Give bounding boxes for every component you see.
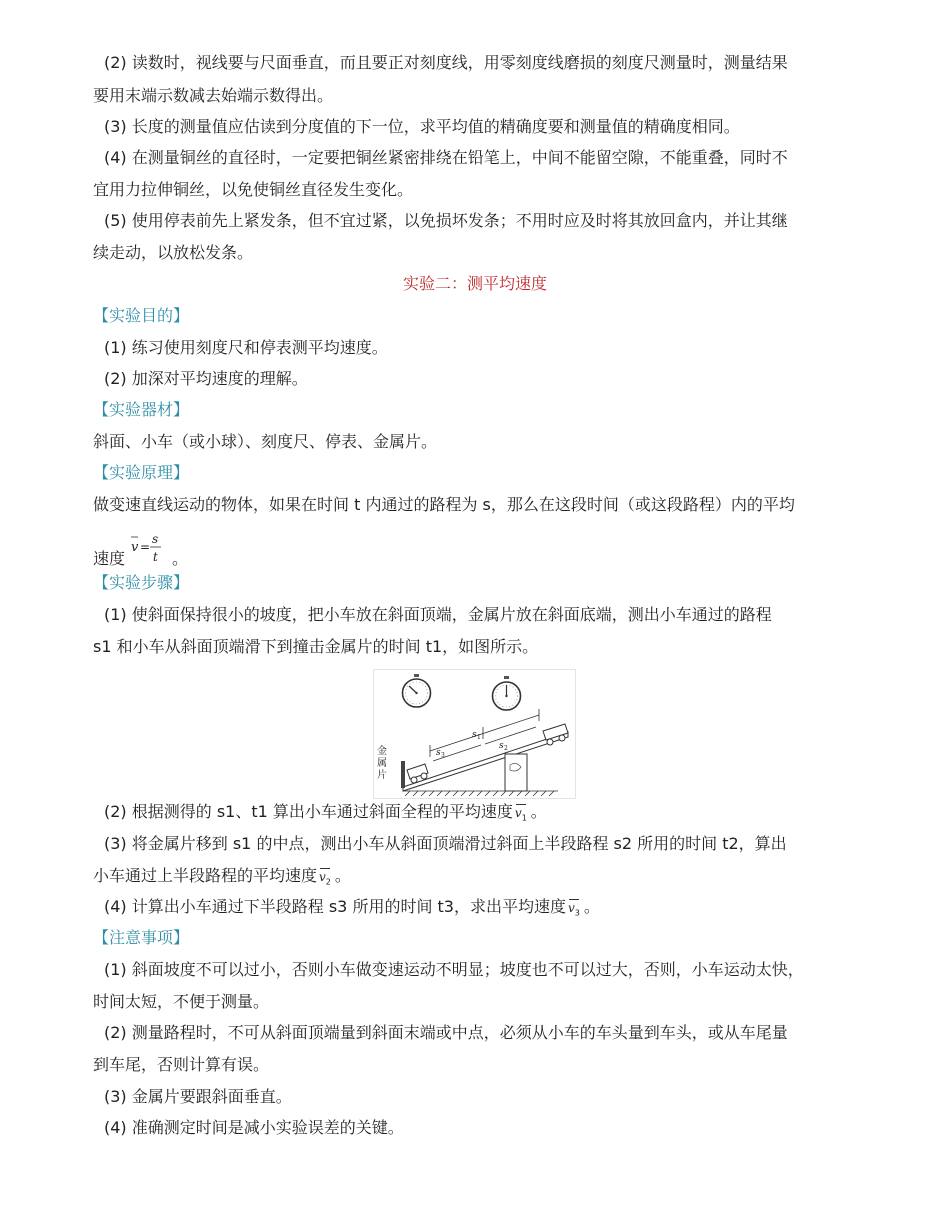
- cautions-heading: 【注意事项】: [93, 928, 190, 947]
- symbol-v1: $v_1$: [515, 803, 527, 828]
- step-2-end: 。: [530, 802, 547, 821]
- step-3-line-2: [93, 866, 351, 892]
- step-1-line-2: s1 和小车从斜面顶端滑下到撞击金属片的时间 t1，如图所示。: [93, 637, 539, 656]
- equipment-heading: 【实验器材】: [93, 400, 190, 419]
- incline-experiment-figure: [373, 669, 576, 799]
- figure-label-s1-sub: 1: [477, 734, 481, 741]
- step-4-text: (4) 计算出小车通过下半段路程 s3 所用的时间 t3，求出平均速度: [104, 897, 566, 916]
- step-3-end: 。: [334, 866, 351, 885]
- step-2: [104, 802, 547, 828]
- figure-label-metal-2: 属: [377, 758, 387, 769]
- note-2-line-2: 要用末端示数减去始端示数得出。: [93, 86, 334, 105]
- step-4: [104, 897, 600, 923]
- formula-equals: =: [140, 540, 151, 554]
- equipment-text: 斜面、小车（或小球）、刻度尺、停表、金属片。: [93, 432, 438, 451]
- metal-plate: [401, 761, 405, 788]
- purpose-item-1: (1) 练习使用刻度尺和停表测平均速度。: [104, 338, 388, 357]
- purpose-item-2: (2) 加深对平均速度的理解。: [104, 369, 308, 388]
- caution-1-line-1: (1) 斜面坡度不可以过小，否则小车做变速运动不明显；坡度也不可以过大，否则，小车运动太快，: [104, 960, 804, 979]
- figure-label-s1: s: [472, 730, 477, 740]
- note-4-line-2: 宜用力拉伸铜丝，以免使铜丝直径发生变化。: [93, 180, 414, 199]
- caution-3: (3) 金属片要跟斜面垂直。: [104, 1087, 292, 1106]
- figure-label-s3-sub: 3: [441, 752, 445, 759]
- note-3: (3) 长度的测量值应估读到分度值的下一位，求平均值的精确度要和测量值的精确度相同。: [104, 117, 740, 136]
- principle-speed-label: 速度: [93, 549, 126, 568]
- principle-end-mark: 。: [172, 549, 189, 568]
- principle-text: 做变速直线运动的物体，如果在时间 t 内通过的路程为 s，那么在这段时间（或这段路程）内的平均: [93, 495, 795, 514]
- experiment-title: 实验二：测平均速度: [402, 274, 547, 293]
- figure-label-s3: s: [436, 748, 441, 758]
- symbol-v2: $v_2$: [319, 867, 331, 892]
- figure-label-s2-sub: 2: [504, 745, 508, 752]
- caution-4: (4) 准确测定时间是减小实验误差的关键。: [104, 1118, 404, 1137]
- step-4-end: 。: [583, 897, 600, 916]
- step-2-text: (2) 根据测得的 s1、t1 算出小车通过斜面全程的平均速度: [104, 802, 513, 821]
- caution-1-line-2: 时间太短，不便于测量。: [93, 992, 270, 1011]
- formula-s: s: [152, 532, 159, 546]
- principle-heading: 【实验原理】: [93, 463, 190, 482]
- average-speed-formula: [129, 530, 169, 566]
- symbol-v3: $v_3$: [568, 898, 580, 923]
- purpose-heading: 【实验目的】: [93, 306, 190, 325]
- step-3-text: 小车通过上半段路程的平均速度: [93, 866, 318, 885]
- caution-2-line-1: (2) 测量路程时，不可从斜面顶端量到斜面末端或中点，必须从小车的车头量到车头，或从车尾量: [104, 1023, 788, 1042]
- figure-label-s2: s: [499, 741, 504, 751]
- note-4-line-1: (4) 在测量铜丝的直径时，一定要把铜丝紧密排绕在铅笔上，中间不能留空隙，不能重叠，同时不: [104, 148, 788, 167]
- step-3-line-1: (3) 将金属片移到 s1 的中点，测出小车从斜面顶端滑过斜面上半段路程 s2 所用的时间 t2，算出: [104, 834, 787, 853]
- step-1-line-1: (1) 使斜面保持很小的坡度，把小车放在斜面顶端，金属片放在斜面底端，测出小车通过的路程: [104, 605, 772, 624]
- note-5-line-2: 续走动，以放松发条。: [93, 243, 254, 262]
- note-2-line-1: (2) 读数时，视线要与尺面垂直，而且要正对刻度线，用零刻度线磨损的刻度尺测量时，测量结果: [104, 53, 788, 72]
- figure-label-metal-3: 片: [377, 770, 387, 781]
- figure-label-metal-1: 金: [377, 746, 387, 757]
- formula-v: v: [131, 540, 139, 555]
- caution-2-line-2: 到车尾，否则计算有误。: [93, 1055, 270, 1074]
- formula-t: t: [153, 550, 158, 564]
- note-5-line-1: (5) 使用停表前先上紧发条，但不宜过紧，以免损坏发条；不用时应及时将其放回盒内，并让其继: [104, 211, 788, 230]
- steps-heading: 【实验步骤】: [93, 573, 190, 592]
